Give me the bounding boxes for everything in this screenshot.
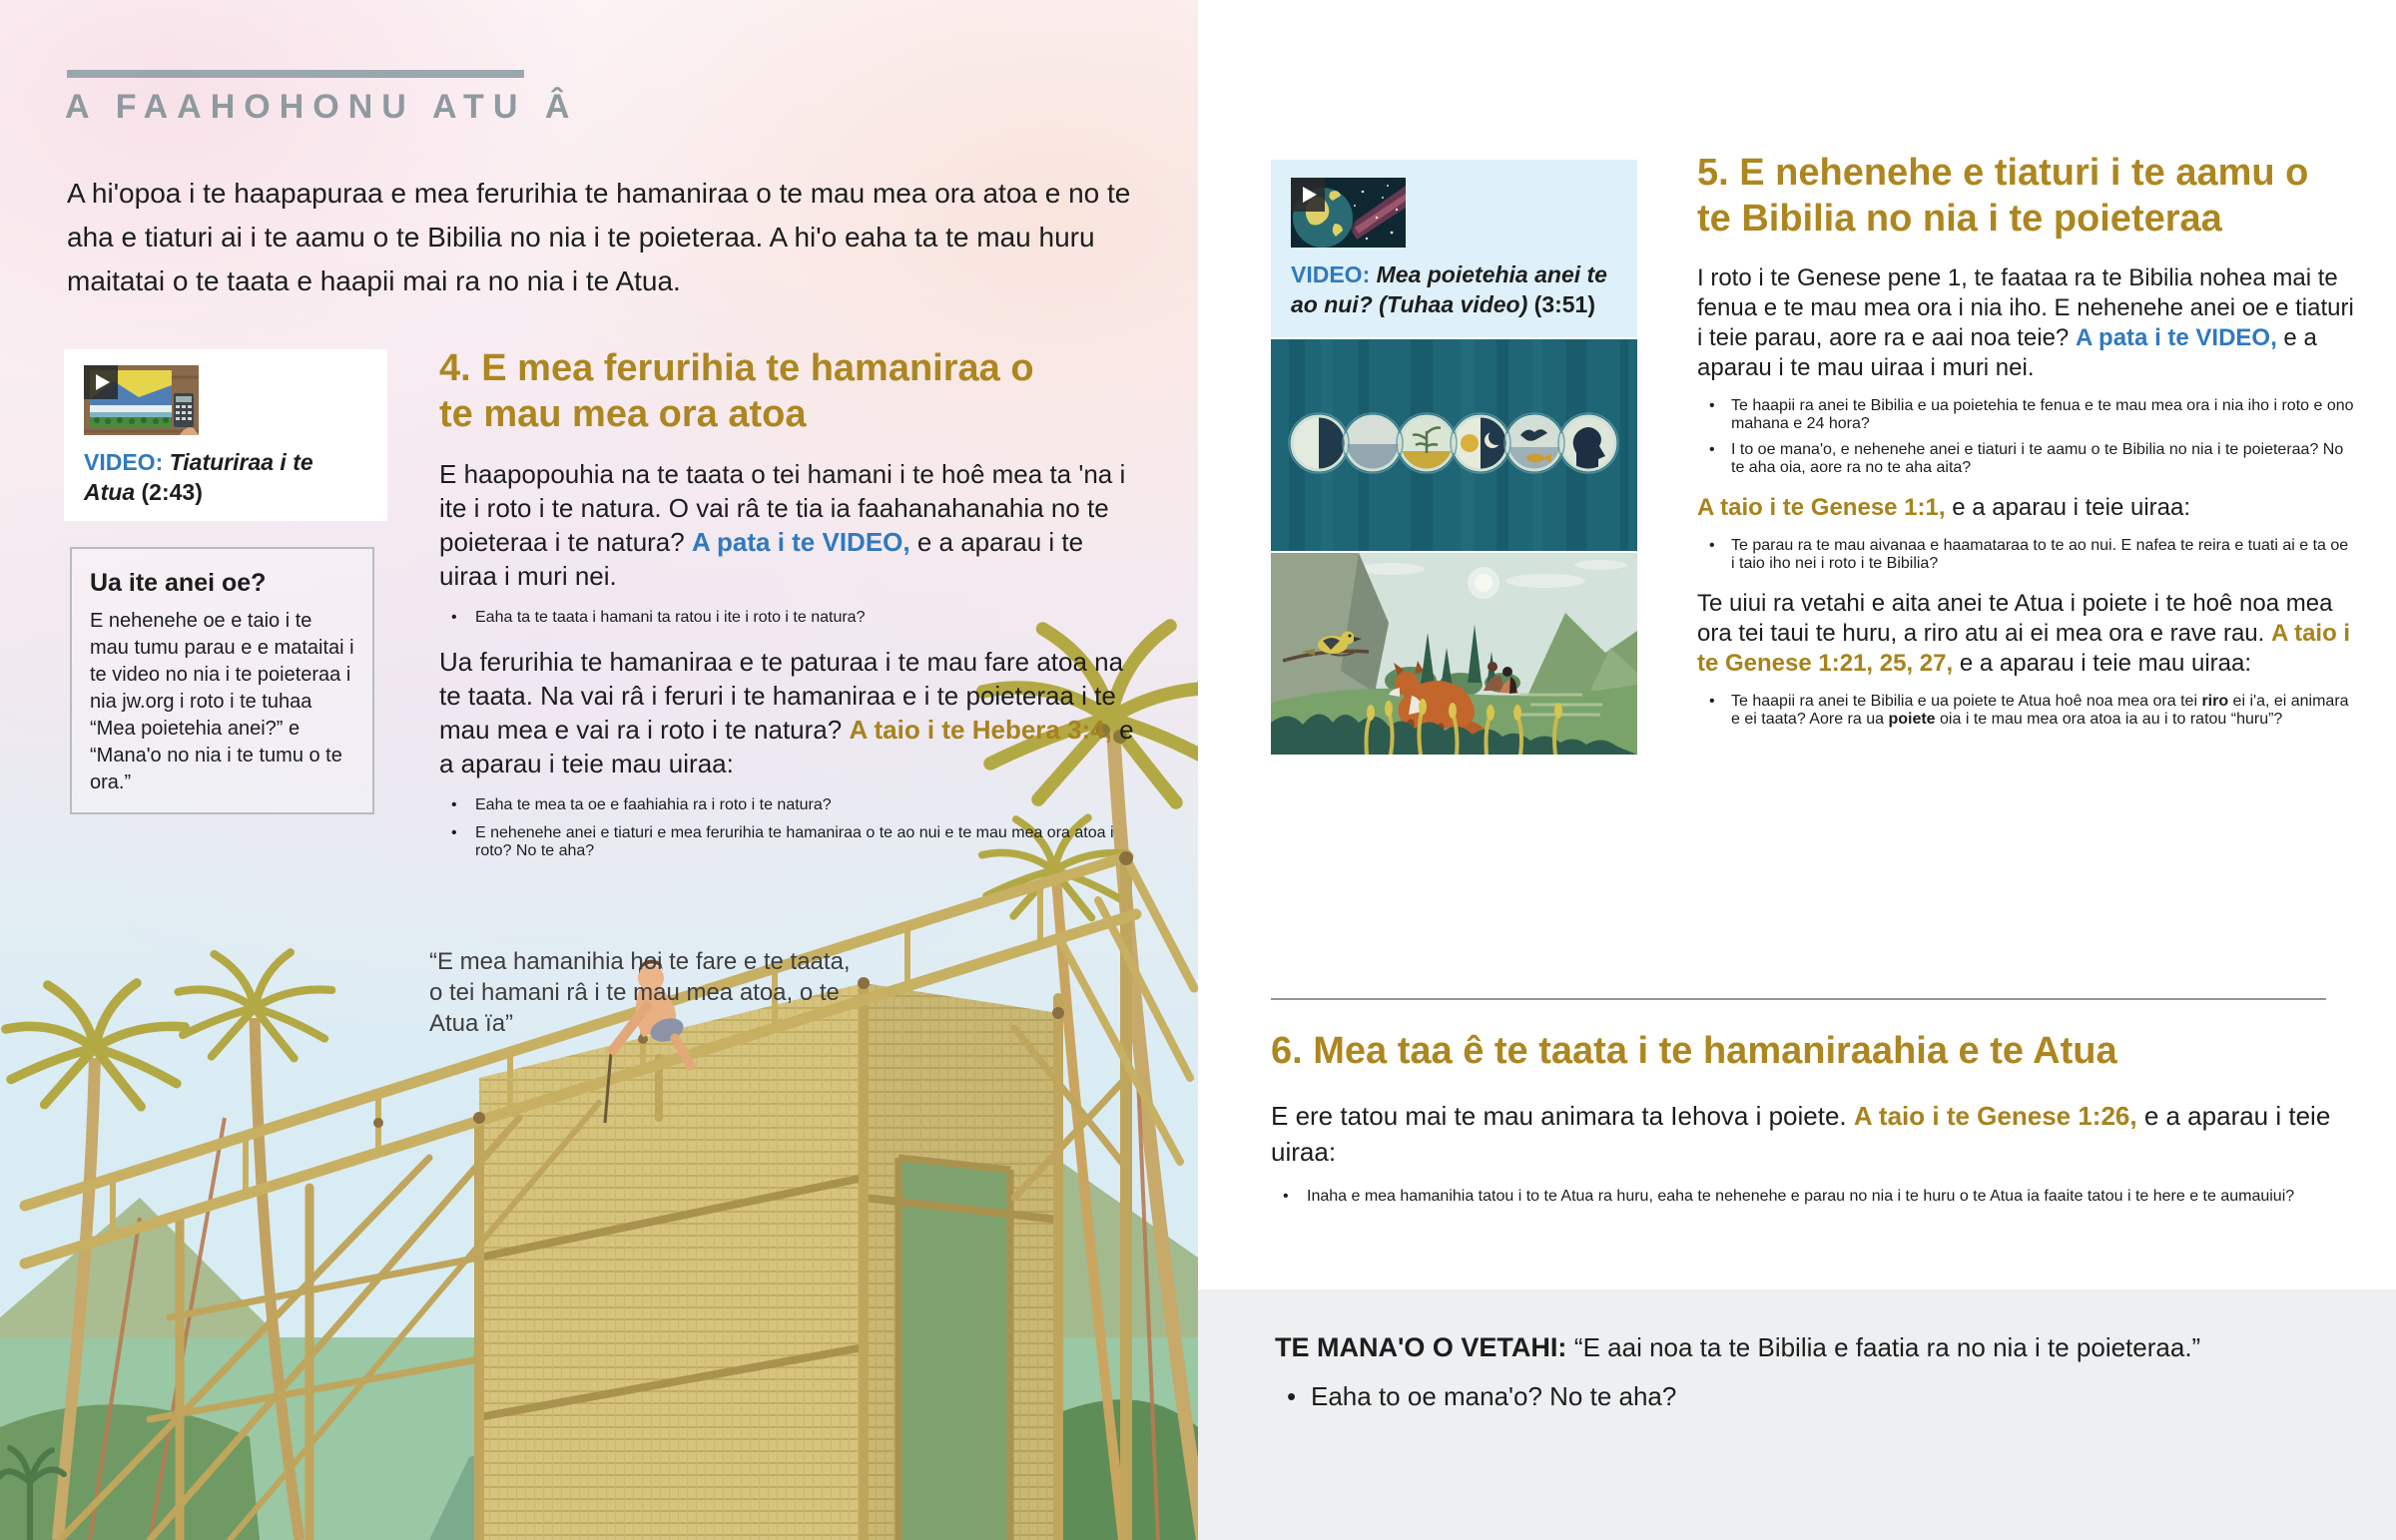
text-segment: e a aparau i te mau uiraa i muri nei. <box>1697 324 2317 381</box>
section-4 <box>439 345 1138 878</box>
bullet-item: • Te haapii ra anei te Bibilia e ua poietehia te fenua e te mau mea ora i nia iho i roto e ono mahana e 24 hora? <box>1697 397 2356 433</box>
video-link[interactable]: VIDEO: <box>84 449 170 475</box>
section-6-heading: 6. Mea taa ê te taata i te hamaniraahia e te Atua <box>1271 1030 2117 1072</box>
text-segment: e a aparau i teie uiraa: <box>1945 494 2191 521</box>
section-5 <box>1697 150 2356 745</box>
video-link[interactable]: A pata i te VIDEO, <box>2075 324 2277 351</box>
bullet-item: • Eaha ta te taata i hamani ta ratou i ite i roto i te natura? <box>439 609 1138 627</box>
text-segment: poiete <box>1888 711 1936 728</box>
section-kicker: A FAAHOHONU ATU Â <box>65 88 579 126</box>
bullet-item: • Eaha to oe mana'o? No te aha? <box>1275 1381 2336 1412</box>
video-thumbnail-painting[interactable] <box>84 365 199 435</box>
kicker-rule <box>67 70 524 78</box>
section-5-paragraph-2 <box>1697 589 2356 679</box>
section-4-bullets-1 <box>439 609 1138 627</box>
text-segment: e a aparau i te uiraa i muri nei. <box>439 527 1084 591</box>
text-segment: (3:51) <box>1527 291 1596 317</box>
section-6-bullets <box>1271 1188 2354 1206</box>
did-you-know-box <box>70 547 374 814</box>
section-6 <box>1271 1028 2354 1222</box>
scripture-link[interactable]: A taio i te Genese 1:26, <box>1853 1101 2137 1131</box>
text-segment: (2:43) <box>135 479 203 505</box>
section-5-heading: 5. E nehenehe e tiaturi i te aamu o te Bibilia no nia i te poieteraa <box>1697 152 2309 240</box>
video-thumbnail-earth[interactable] <box>1291 178 1406 248</box>
video-caption <box>1291 259 1617 319</box>
section-5-read-scripture <box>1697 493 2356 523</box>
text-segment: “E aai noa ta te Bibilia e faatia ra no nia i te poieteraa.” <box>1573 1332 2201 1362</box>
nature-landscape-image <box>1271 553 1637 755</box>
text-segment: e a aparau i teie mau uiraa: <box>1953 650 2252 677</box>
scripture-link[interactable]: A taio i te Genese 1:1, <box>1697 494 1946 521</box>
section-divider <box>1271 998 2326 1000</box>
text-segment: TE MANA'O O VETAHI: <box>1275 1332 1574 1362</box>
pull-quote: “E mea hamanihia hoi te fare e te taata, o tei hamani râ i te mau mea atoa, o te Atua ïa” <box>429 948 851 1037</box>
section-4-heading: 4. E mea ferurihia te hamaniraa o te mau mea ora atoa <box>439 347 1034 435</box>
text-segment: Te uiui ra vetahi e aita anei te Atua i poiete i te hoê noa mea ora tei taui te huru, a riro atu ai ei mea ora e rave rau. <box>1697 590 2333 647</box>
video-link[interactable]: A pata i te VIDEO, <box>691 527 910 557</box>
know-box-body: E nehenehe oe e taio i te mau tumu parau e e mataitai i te video no nia i te poieteraa i nia jw.org i roto i te tuhaa “Mea poietehia anei?” e “Mana'o no nia i te tumu o te ora.” <box>90 610 354 793</box>
someone-said-line <box>1275 1329 2336 1365</box>
text-segment: E haapopouhia na te taata o tei hamani i te hoê mea ta 'na i ite i roto i te natura. O vai râ te tia ia faahanahanahia no te poieteraa i te natura? <box>439 459 1126 557</box>
section-6-paragraph <box>1271 1098 2354 1170</box>
media-column <box>1271 160 1637 757</box>
bullet-item <box>1697 693 2356 729</box>
section-5-bullets-2 <box>1697 537 2356 573</box>
right-page <box>1198 0 2396 1540</box>
play-icon <box>84 365 118 399</box>
video-card-faith <box>64 349 387 521</box>
video-link[interactable]: VIDEO: <box>1291 261 1377 287</box>
bullet-item: • Te parau ra te mau aivanaa e haamataraa to te ao nui. E nafea te reira e tuati ai e ta oe i taio iho nei i roto i te Bibilia? <box>1697 537 2356 573</box>
video-card-universe <box>1271 160 1637 337</box>
scripture-link[interactable]: A taio i te Genese 1:21, 25, 27, <box>1697 620 2351 677</box>
intro-paragraph: A hi'opoa i te haapapuraa e mea ferurihia te hamaniraa o te mau mea ora atoa e no te aha e tiaturi ai i te aamu o te Bibilia no nia i te poieteraa. A hi'o eaha ta te mau huru maitatai o te taata e haapii mai ra no nia i te Atua. <box>67 178 1131 296</box>
section-5-bullets-3 <box>1697 693 2356 729</box>
section-4-bullets-2 <box>439 796 1138 860</box>
text-segment: Tiaturiraa i te Atua <box>84 449 313 505</box>
text-segment: E ere tatou mai te mau animara ta Iehova i poiete. <box>1271 1101 1854 1131</box>
text-segment: riro <box>2201 693 2229 710</box>
bullet-item: • Inaha e mea hamanihia tatou i to te Atua ra huru, eaha te nehenehe e parau no nia i te huru o te Atua ia faaite tatou i te here e te aumauiui? <box>1271 1188 2354 1206</box>
text-segment: e a aparau i teie uiraa: <box>1271 1101 2331 1167</box>
section-5-paragraph-1 <box>1697 263 2356 383</box>
text-segment: oia i te mau mea ora atoa ia au i to ratou “huru”? <box>1935 711 2283 728</box>
text-segment: Te haapii ra anei te Bibilia e ua poiete te Atua hoê noa mea ora tei <box>1731 693 2202 710</box>
video-caption <box>84 447 367 507</box>
bullet-item: • I to oe mana'o, e nehenehe anei e tiaturi i te aamu o te Bibilia no nia i te poieteraa? No te aha oia, aore ra no te aha aita? <box>1697 441 2356 477</box>
bullet-item: • Eaha te mea ta oe e faahiahia ra i roto i te natura? <box>439 796 1138 814</box>
scripture-link[interactable]: A taio i te Hebera 3:4, <box>849 715 1112 745</box>
text-segment: I roto i te Genese pene 1, te faataa ra te Bibilia nohea mai te fenua e te mau mea ora i nia iho. E nehenehe anei oe e tiaturi i teie parau, aore ra e aai noa teie? <box>1697 264 2354 351</box>
section-4-paragraph-2 <box>439 645 1138 780</box>
bullet-item: • E nehenehe anei e tiaturi e mea ferurihia te hamaniraa o te ao nui e te mau mea ora atoa i roto? No te aha? <box>439 824 1138 860</box>
text-segment: Mea poietehia anei te ao nui? (Tuhaa video) <box>1291 261 1607 317</box>
creation-days-image <box>1271 339 1637 551</box>
know-box-title: Ua ite anei oe? <box>90 569 267 597</box>
someone-said-box <box>1198 1289 2396 1540</box>
someone-said-bullets <box>1275 1381 2336 1412</box>
play-icon <box>1291 178 1325 212</box>
section-5-bullets-1 <box>1697 397 2356 477</box>
text-segment: e a aparau i teie mau uiraa: <box>439 715 1134 778</box>
text-segment: Ua ferurihia te hamaniraa e te paturaa i te mau fare atoa na te taata. Na vai râ i feruri i te hamaniraa e i te poieteraa i te mau mea e vai ra i roto i te natura? <box>439 647 1124 745</box>
section-4-paragraph-1 <box>439 457 1138 593</box>
text-segment: ei i'a, ei animara e ei taata? Aore ra ua <box>1731 693 2349 728</box>
